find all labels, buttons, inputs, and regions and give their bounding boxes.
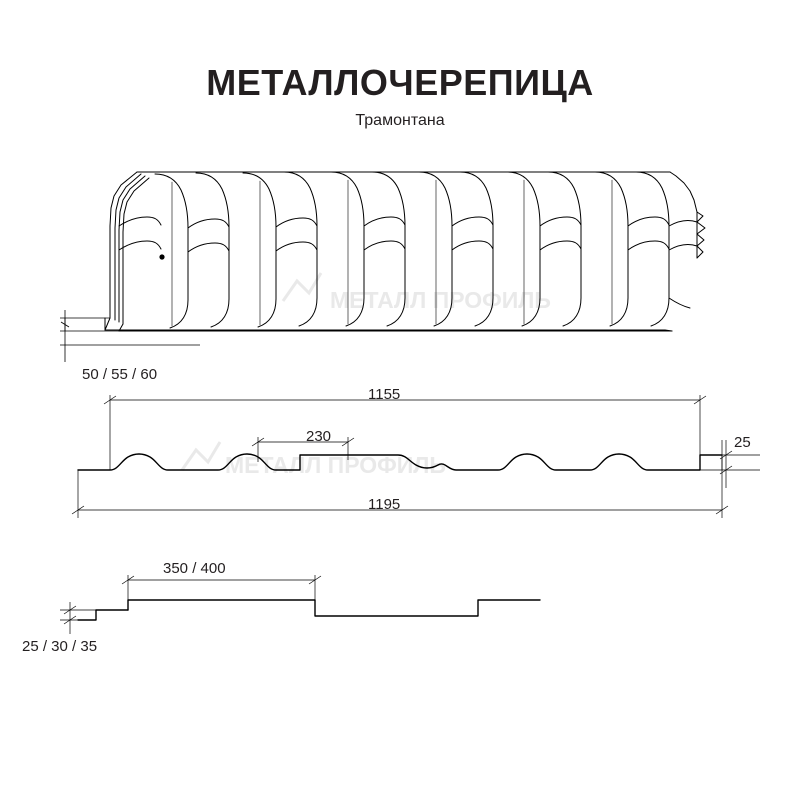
dimension-lines-step [60,575,321,634]
dimension-label-useful-width: 1155 [368,386,401,403]
step-side-view [78,600,540,620]
dimension-label-profile-height: 50 / 55 / 60 [82,366,158,383]
watermark-group [182,273,551,478]
dimension-label-wave-pitch: 230 [306,428,332,445]
dimension-label-step-height: 25 / 30 / 35 [22,638,98,655]
dimension-label-step-length: 350 / 400 [163,560,226,577]
page-title: МЕТАЛЛОЧЕРЕПИЦА [206,62,594,103]
dimension-label-wave-height: 25 [734,434,751,451]
product-subtitle: Трамонтана [355,112,445,129]
svg-text:МЕТАЛЛ ПРОФИЛЬ: МЕТАЛЛ ПРОФИЛЬ [330,287,551,313]
dimension-label-total-width: 1195 [368,496,401,513]
dimension-profile-height [60,310,200,362]
svg-text:МЕТАЛЛ ПРОФИЛЬ: МЕТАЛЛ ПРОФИЛЬ [225,452,446,478]
